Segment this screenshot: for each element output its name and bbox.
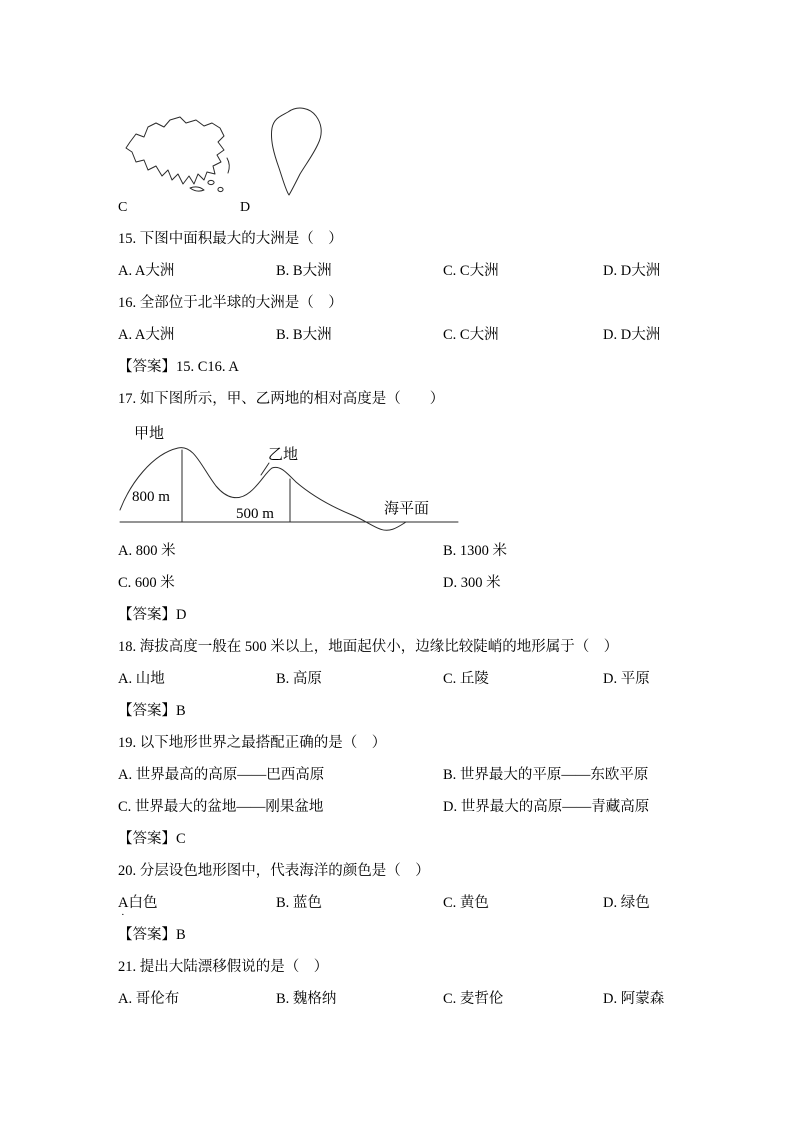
option-18-c: C. 丘陵 xyxy=(443,671,489,687)
question-15-text: 15. 下图中面积最大的大洲是（ ） xyxy=(118,231,343,247)
option-20-c: C. 黄色 xyxy=(443,895,489,911)
question-21-text: 21. 提出大陆漂移假说的是（ ） xyxy=(118,959,329,975)
option-17-d: D. 300 米 xyxy=(443,575,501,591)
sea-level-label: 海平面 xyxy=(384,501,430,517)
question-18-text: 18. 海拔高度一般在 500 米以上，地面起伏小，边缘比较陡峭的地形属于（ ） xyxy=(118,639,619,655)
asia-island-3 xyxy=(218,187,223,191)
question-19-text: 19. 以下地形世界之最搭配正确的是（ ） xyxy=(118,735,387,751)
option-20-a-text: A白色 xyxy=(118,895,158,911)
option-16-c: C. C大洲 xyxy=(443,327,499,343)
option-19-c: C. 世界最大的盆地——刚果盆地 xyxy=(118,799,324,815)
option-18-a: A. 山地 xyxy=(118,671,165,687)
option-21-a: A. 哥伦布 xyxy=(118,991,180,1007)
stray-dot: · xyxy=(121,909,125,921)
question-20-options xyxy=(118,894,678,921)
continent-c-asia-outline xyxy=(126,117,224,184)
option-16-d: D. D大洲 xyxy=(603,327,661,343)
continent-d-south-america-outline xyxy=(271,108,321,195)
asia-japan-arc xyxy=(227,158,229,173)
question-18-options xyxy=(118,670,678,689)
question-15-options xyxy=(118,262,678,281)
option-17-a: A. 800 米 xyxy=(118,543,176,559)
option-21-b: B. 魏格纳 xyxy=(276,991,337,1007)
yi-label-connector xyxy=(261,463,269,475)
jia-place-label: 甲地 xyxy=(134,426,165,442)
question-16-text: 16. 全部位于北半球的大洲是（ ） xyxy=(118,295,343,311)
option-15-c: C. C大洲 xyxy=(443,263,499,279)
answer-19: 【答案】C xyxy=(118,831,186,847)
answer-15-16: 【答案】15. C16. A xyxy=(118,359,239,375)
continent-c-label: C xyxy=(118,200,128,215)
question-16-options xyxy=(118,326,678,345)
option-20-a xyxy=(118,894,276,921)
question-17-options-row-1 xyxy=(118,542,678,561)
option-17-b: B. 1300 米 xyxy=(443,543,508,559)
option-16-b: B. B大洲 xyxy=(276,327,332,343)
option-20-b: B. 蓝色 xyxy=(276,895,322,911)
question-17-text: 17. 如下图所示，甲、乙两地的相对高度是（ ） xyxy=(118,391,445,407)
continent-d-label: D xyxy=(240,200,251,215)
answer-18: 【答案】B xyxy=(118,703,186,719)
asia-island-2 xyxy=(208,180,214,184)
yi-place-label: 乙地 xyxy=(268,447,299,463)
option-15-d: D. D大洲 xyxy=(603,263,661,279)
option-16-a: A. A大洲 xyxy=(118,327,175,343)
answer-17: 【答案】D xyxy=(118,607,187,623)
exam-content xyxy=(118,100,678,1022)
option-20-d: D. 绿色 xyxy=(603,895,650,911)
elevation-svg xyxy=(118,422,463,534)
option-18-b: B. 高原 xyxy=(276,671,322,687)
option-19-a: A. 世界最高的高原——巴西高原 xyxy=(118,767,325,783)
option-15-a: A. A大洲 xyxy=(118,263,175,279)
question-20-text: 20. 分层设色地形图中，代表海洋的颜色是（ ） xyxy=(118,863,430,879)
question-19-options-row-2 xyxy=(118,798,678,817)
question-17-options-row-2 xyxy=(118,574,678,593)
option-21-d: D. 阿蒙森 xyxy=(603,991,665,1007)
option-17-c: C. 600 米 xyxy=(118,575,175,591)
elevation-figure xyxy=(118,422,678,534)
height-500-label: 500 m xyxy=(236,506,274,522)
option-18-d: D. 平原 xyxy=(603,671,650,687)
answer-20: 【答案】B xyxy=(118,927,186,943)
height-800-label: 800 m xyxy=(132,489,170,505)
question-21-options xyxy=(118,990,678,1009)
option-15-b: B. B大洲 xyxy=(276,263,332,279)
continents-svg xyxy=(120,100,335,200)
question-19-options-row-1 xyxy=(118,766,678,785)
option-21-c: C. 麦哲伦 xyxy=(443,991,504,1007)
continents-figure xyxy=(118,100,678,215)
option-19-d: D. 世界最大的高原——青藏高原 xyxy=(443,799,650,815)
asia-island-1 xyxy=(190,187,204,191)
option-19-b: B. 世界最大的平原——东欧平原 xyxy=(443,767,649,783)
